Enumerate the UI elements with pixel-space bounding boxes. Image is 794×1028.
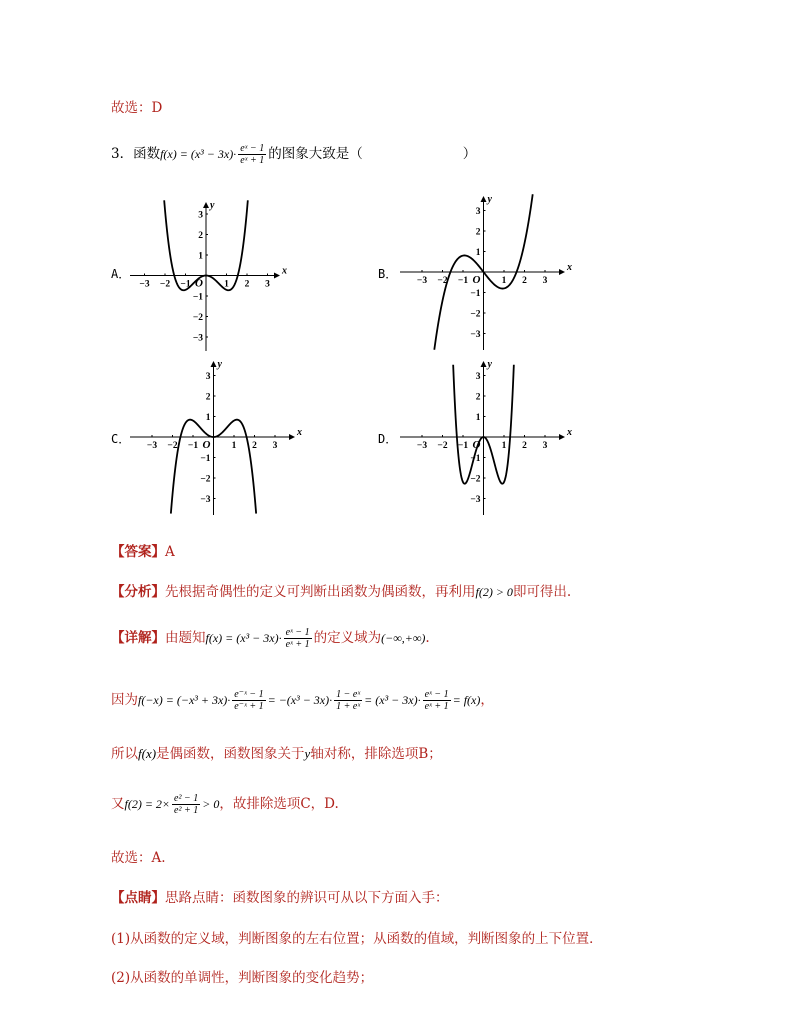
x-tick-label: 1: [501, 276, 507, 286]
answer-tag: 【答案】: [111, 544, 165, 560]
tip-line: [111, 886, 449, 906]
origin-label: O: [202, 439, 211, 451]
x-axis-arrow: [274, 273, 280, 279]
y-tick-label: −1: [470, 454, 481, 464]
x-tick-label: −1: [187, 441, 199, 451]
detail-function: f(x) = (x³ − 3x)·: [205, 631, 282, 645]
also-text-end: ，故排除选项C，D.: [219, 796, 339, 812]
y-tick-label: −2: [200, 474, 211, 485]
y-tick-label: 3: [475, 372, 481, 382]
x-axis-name: x: [282, 265, 287, 277]
because-comma: ，: [480, 692, 494, 708]
x-tick-label: 1: [224, 279, 229, 290]
origin-label: O: [472, 274, 481, 286]
x-axis-name: x: [297, 427, 302, 438]
y-axis-name: y: [487, 359, 492, 370]
y-axis-name: y: [217, 359, 222, 370]
detail-text-end: .: [425, 630, 430, 646]
also-math: f(2) = 2×: [124, 797, 171, 811]
y-tick-label: 1: [475, 248, 481, 258]
because-fraction-1: $\frac{\text{e⁻ˣ − 1}}{\text{e⁻ˣ + 1}}$: [234, 689, 264, 712]
point-1: (1)从函数的定义域，判断图象的左右位置；从函数的值域，判断图象的上下位置．: [111, 931, 603, 947]
also-math-post: > 0: [202, 797, 220, 811]
tip-tag: 【点睛】: [111, 890, 165, 906]
y-tick-label: 2: [475, 392, 481, 403]
previous-answer: 故选：D: [111, 100, 163, 116]
also-fraction: $\frac{\text{e² − 1}}{\text{e² + 1}}$: [174, 793, 199, 816]
option-a-label: A．: [111, 267, 131, 281]
y-tick-label: −1: [192, 292, 203, 303]
x-axis-arrow: [559, 434, 565, 440]
option-d-label: D．: [378, 432, 398, 446]
detail-domain: (−∞,+∞): [381, 631, 426, 645]
y-axis-arrow: [481, 361, 487, 367]
y-tick-label: −3: [470, 495, 481, 505]
because-part1: f(−x) = (−x³ + 3x)·: [138, 693, 231, 707]
y-axis-arrow: [203, 202, 209, 208]
x-tick-label: −1: [457, 276, 469, 286]
y-tick-label: 2: [475, 227, 481, 238]
y-tick-label: −3: [192, 333, 203, 344]
detail-text-mid: 的定义域为: [313, 630, 382, 646]
so-text-mid: 是偶函数，函数图象关于: [156, 746, 305, 762]
analysis-line: [111, 580, 571, 600]
origin-label: O: [472, 439, 481, 451]
x-axis-arrow: [289, 434, 295, 440]
y-tick-label: 3: [198, 210, 203, 221]
answer-line: [111, 540, 175, 560]
x-tick-label: −3: [416, 441, 428, 451]
analysis-text: 先根据奇偶性的定义可判断出函数为偶函数，再利用: [165, 584, 476, 600]
detail-line: [111, 626, 430, 650]
y-axis-arrow: [481, 196, 487, 202]
question-function: f(x) = (x³ − 3x)·: [160, 147, 237, 161]
x-tick-label: 2: [252, 441, 257, 451]
tip-text: 思路点睛：函数图象的辨识可从以下方面入手：: [165, 890, 449, 906]
final-choice: 故选：A.: [111, 850, 166, 866]
analysis-text-end: 即可得出.: [512, 584, 572, 600]
graph-option-c: [128, 357, 303, 517]
graph-option-d: [398, 357, 573, 517]
because-part3: = (x³ − 3x)·: [364, 693, 421, 707]
because-text: 因为: [111, 692, 138, 708]
x-tick-label: 1: [231, 441, 237, 451]
because-fraction-3: $\frac{\text{eˣ − 1}}{\text{eˣ + 1}}$: [424, 689, 449, 712]
x-tick-label: −3: [146, 441, 158, 451]
x-axis-name: x: [567, 262, 572, 273]
x-tick-label: −1: [180, 279, 191, 290]
y-axis-name: y: [210, 200, 215, 211]
y-tick-label: 2: [205, 392, 211, 403]
x-tick-label: 1: [501, 441, 507, 451]
x-tick-label: 2: [522, 441, 527, 451]
x-tick-label: 2: [244, 279, 250, 290]
y-axis-name: y: [487, 194, 492, 205]
so-text: 所以: [111, 746, 138, 762]
question-number: 3．函数: [111, 146, 161, 162]
option-c-label: C．: [111, 432, 131, 446]
because-line: [111, 688, 494, 712]
y-tick-label: −2: [470, 309, 481, 320]
x-axis-arrow: [559, 269, 565, 275]
y-tick-label: 3: [205, 372, 211, 382]
y-tick-label: −1: [200, 454, 211, 464]
so-math: f(x): [138, 746, 157, 761]
because-fraction-2: $\frac{\text{1 − eˣ}}{\text{1 + eˣ}}$: [336, 689, 361, 712]
so-line: [111, 742, 442, 762]
question-tail: 的图象大致是（: [268, 146, 363, 162]
origin-label: O: [195, 277, 203, 290]
y-tick-label: −3: [200, 495, 211, 505]
y-tick-label: −2: [470, 474, 481, 485]
question-paren-close: ）: [462, 146, 477, 162]
x-tick-label: −3: [416, 276, 428, 286]
graph-option-b: [398, 192, 573, 352]
x-tick-label: 3: [542, 441, 548, 451]
y-tick-label: 1: [198, 251, 203, 262]
y-axis-arrow: [211, 361, 217, 367]
y-tick-label: −2: [192, 313, 203, 323]
x-tick-label: 2: [522, 276, 527, 286]
answer-value: A: [165, 544, 175, 560]
so-math-y: y: [304, 746, 311, 761]
also-text: 又: [111, 796, 125, 812]
so-text-end: 轴对称，排除选项B；: [310, 746, 442, 762]
x-tick-label: 3: [542, 276, 548, 286]
x-axis-name: x: [567, 427, 572, 438]
because-part4: = f(x): [452, 693, 481, 707]
y-tick-label: 3: [475, 207, 481, 217]
y-tick-label: −3: [470, 330, 481, 340]
also-line: [111, 792, 339, 816]
detail-fraction: $\frac{\text{eˣ − 1}}{\text{eˣ + 1}}$: [285, 627, 310, 650]
x-tick-label: −2: [437, 441, 448, 451]
question-fraction: $\frac{\text{eˣ − 1}}{\text{eˣ + 1}}$: [240, 143, 265, 166]
x-tick-label: −2: [437, 276, 448, 286]
x-tick-label: −1: [457, 441, 469, 451]
detail-text: 由题知: [165, 630, 206, 646]
y-tick-label: 1: [475, 413, 481, 423]
x-tick-label: −2: [159, 279, 171, 290]
y-tick-label: −1: [470, 289, 481, 299]
analysis-math: f(2) > 0: [475, 585, 513, 599]
y-tick-label: 1: [205, 413, 211, 423]
graph-option-a: [128, 198, 288, 353]
question-line: [111, 142, 476, 166]
x-tick-label: −2: [167, 441, 178, 451]
x-tick-label: 3: [265, 279, 270, 290]
y-tick-label: 2: [198, 231, 203, 241]
x-tick-label: 3: [272, 441, 278, 451]
point-2: (2)从函数的单调性，判断图象的变化趋势；: [111, 970, 374, 986]
option-b-label: B．: [378, 267, 398, 281]
detail-tag: 【详解】: [111, 630, 165, 646]
analysis-tag: 【分析】: [111, 584, 165, 600]
because-part2: = −(x³ − 3x)·: [267, 693, 333, 707]
x-tick-label: −3: [139, 279, 150, 290]
